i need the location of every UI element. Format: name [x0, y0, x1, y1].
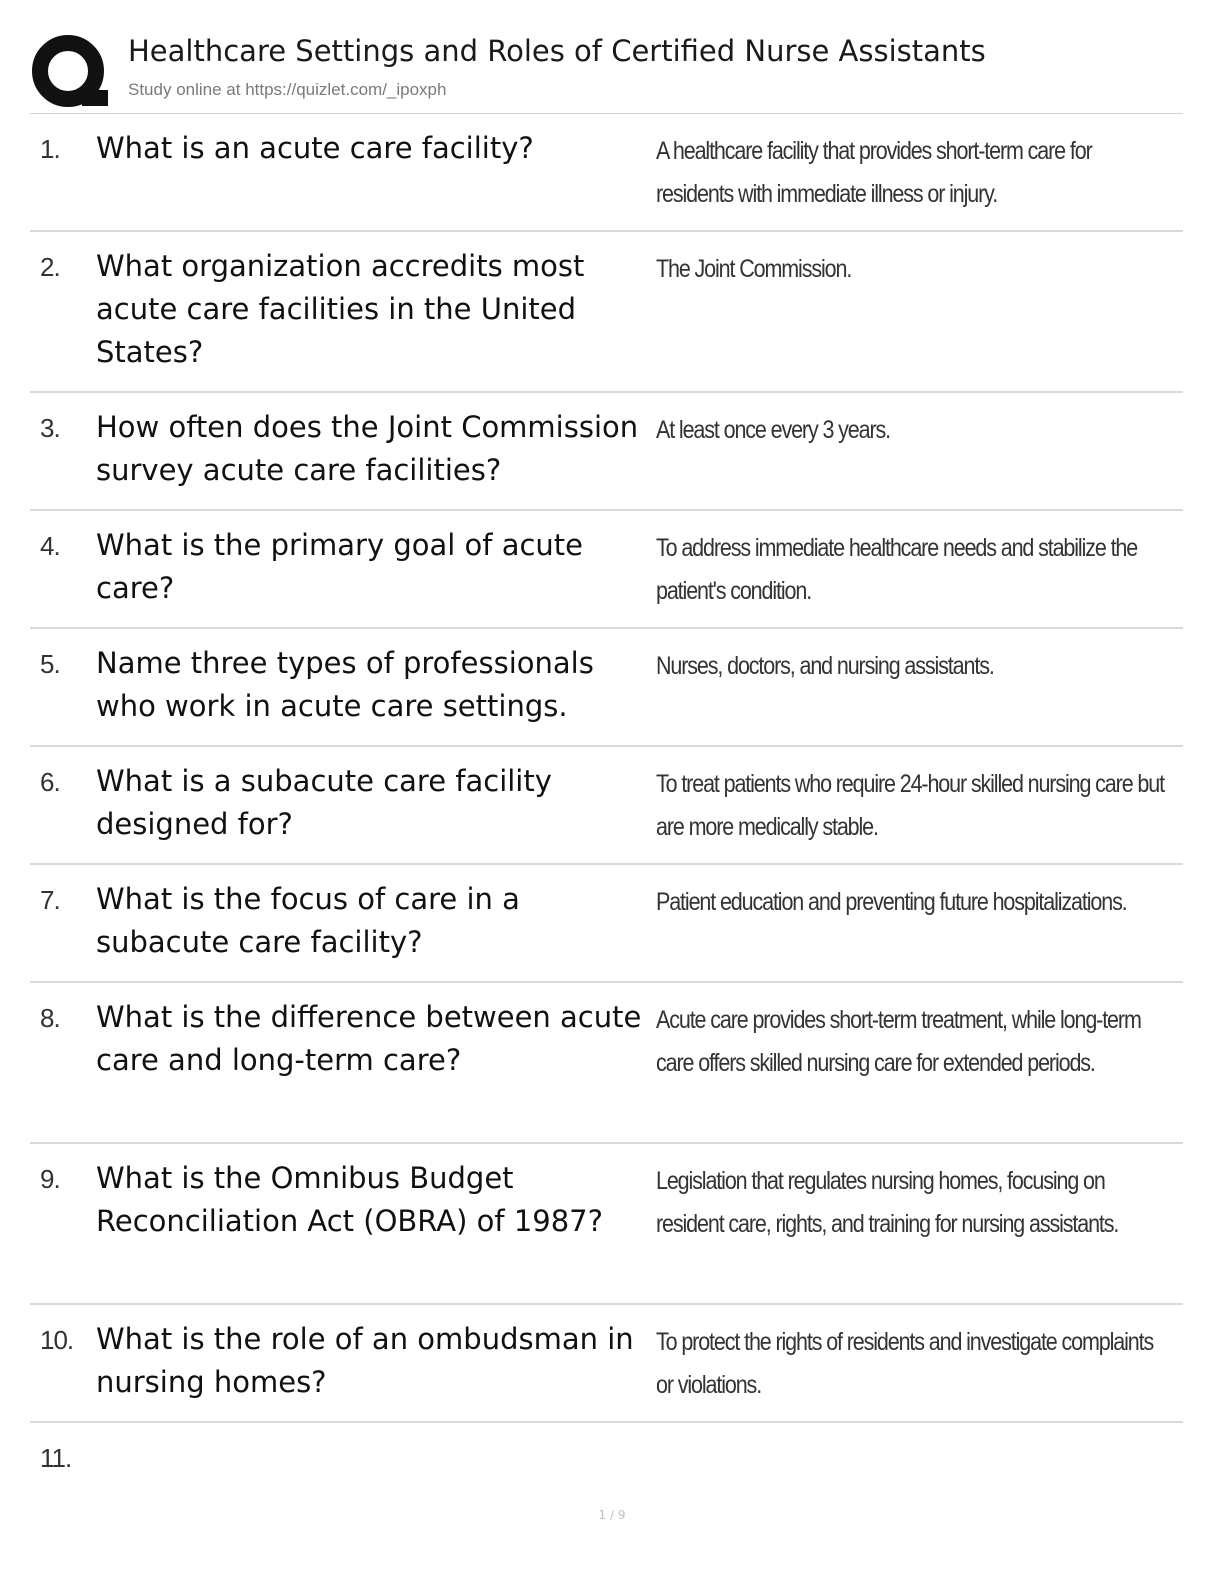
- card-number: 6.: [40, 767, 60, 797]
- card-row: [30, 1423, 1183, 1503]
- card-number: 3.: [40, 413, 60, 443]
- flashcard-list: [30, 114, 1183, 1503]
- card-question: What is the focus of care in a subacute care facility?: [96, 882, 520, 959]
- card-number: 5.: [40, 649, 60, 679]
- card-answer: At least once every 3 years.: [656, 416, 891, 444]
- study-link[interactable]: Study online at https://quizlet.com/_ipoxph: [128, 80, 447, 99]
- card-number: 2.: [40, 252, 60, 282]
- card-answer: Acute care provides short-term treatment, while long-term care offers skilled nursing care for extended periods.: [656, 1006, 1141, 1077]
- card-number: 1.: [40, 134, 60, 164]
- card-question: How often does the Joint Commission survey acute care facilities?: [96, 410, 639, 487]
- card-answer: Legislation that regulates nursing homes, focusing on resident care, rights, and training for nursing assistants.: [656, 1167, 1119, 1238]
- card-row: [30, 629, 1183, 747]
- card-answer: The Joint Commission.: [656, 255, 852, 283]
- card-row: [30, 983, 1183, 1144]
- card-row: [30, 232, 1183, 393]
- card-question: What is the primary goal of acute care?: [96, 528, 583, 605]
- card-question: Name three types of professionals who work in acute care settings.: [96, 646, 594, 723]
- card-row: [30, 511, 1183, 629]
- card-number: 10.: [40, 1325, 74, 1355]
- card-row: [30, 747, 1183, 865]
- card-number: 9.: [40, 1164, 60, 1194]
- card-answer: To treat patients who require 24-hour skilled nursing care but are more medically stable.: [656, 770, 1164, 841]
- card-row: [30, 1144, 1183, 1305]
- card-number: 8.: [40, 1003, 60, 1033]
- card-row: [30, 393, 1183, 511]
- card-answer: To address immediate healthcare needs and stabilize the patient's condition.: [656, 534, 1138, 605]
- page-title: Healthcare Settings and Roles of Certified Nurse Assistants: [128, 34, 986, 68]
- card-question: What organization accredits most acute care facilities in the United States?: [96, 249, 585, 369]
- page-number: 1 / 9: [598, 1508, 626, 1522]
- card-number: 11.: [40, 1443, 72, 1473]
- card-row: [30, 1305, 1183, 1423]
- card-question: What is a subacute care facility designed for?: [96, 764, 552, 841]
- card-question: What is the Omnibus Budget Reconciliation Act (OBRA) of 1987?: [96, 1161, 604, 1238]
- card-answer: A healthcare facility that provides short-term care for residents with immediate illness or injury.: [656, 137, 1092, 208]
- page-header: [30, 28, 1190, 112]
- card-question: What is an acute care facility?: [96, 131, 534, 165]
- card-question: What is the difference between acute care and long-term care?: [96, 1000, 642, 1077]
- card-answer: Nurses, doctors, and nursing assistants.: [656, 652, 994, 680]
- card-number: 7.: [40, 885, 60, 915]
- card-answer: To protect the rights of residents and investigate complaints or violations.: [656, 1328, 1154, 1399]
- card-row: [30, 114, 1183, 232]
- card-number: 4.: [40, 531, 60, 561]
- card-answer: Patient education and preventing future hospitalizations.: [656, 888, 1127, 916]
- quizlet-logo-icon: [30, 32, 110, 112]
- card-row: [30, 865, 1183, 983]
- card-question: What is the role of an ombudsman in nursing homes?: [96, 1322, 634, 1399]
